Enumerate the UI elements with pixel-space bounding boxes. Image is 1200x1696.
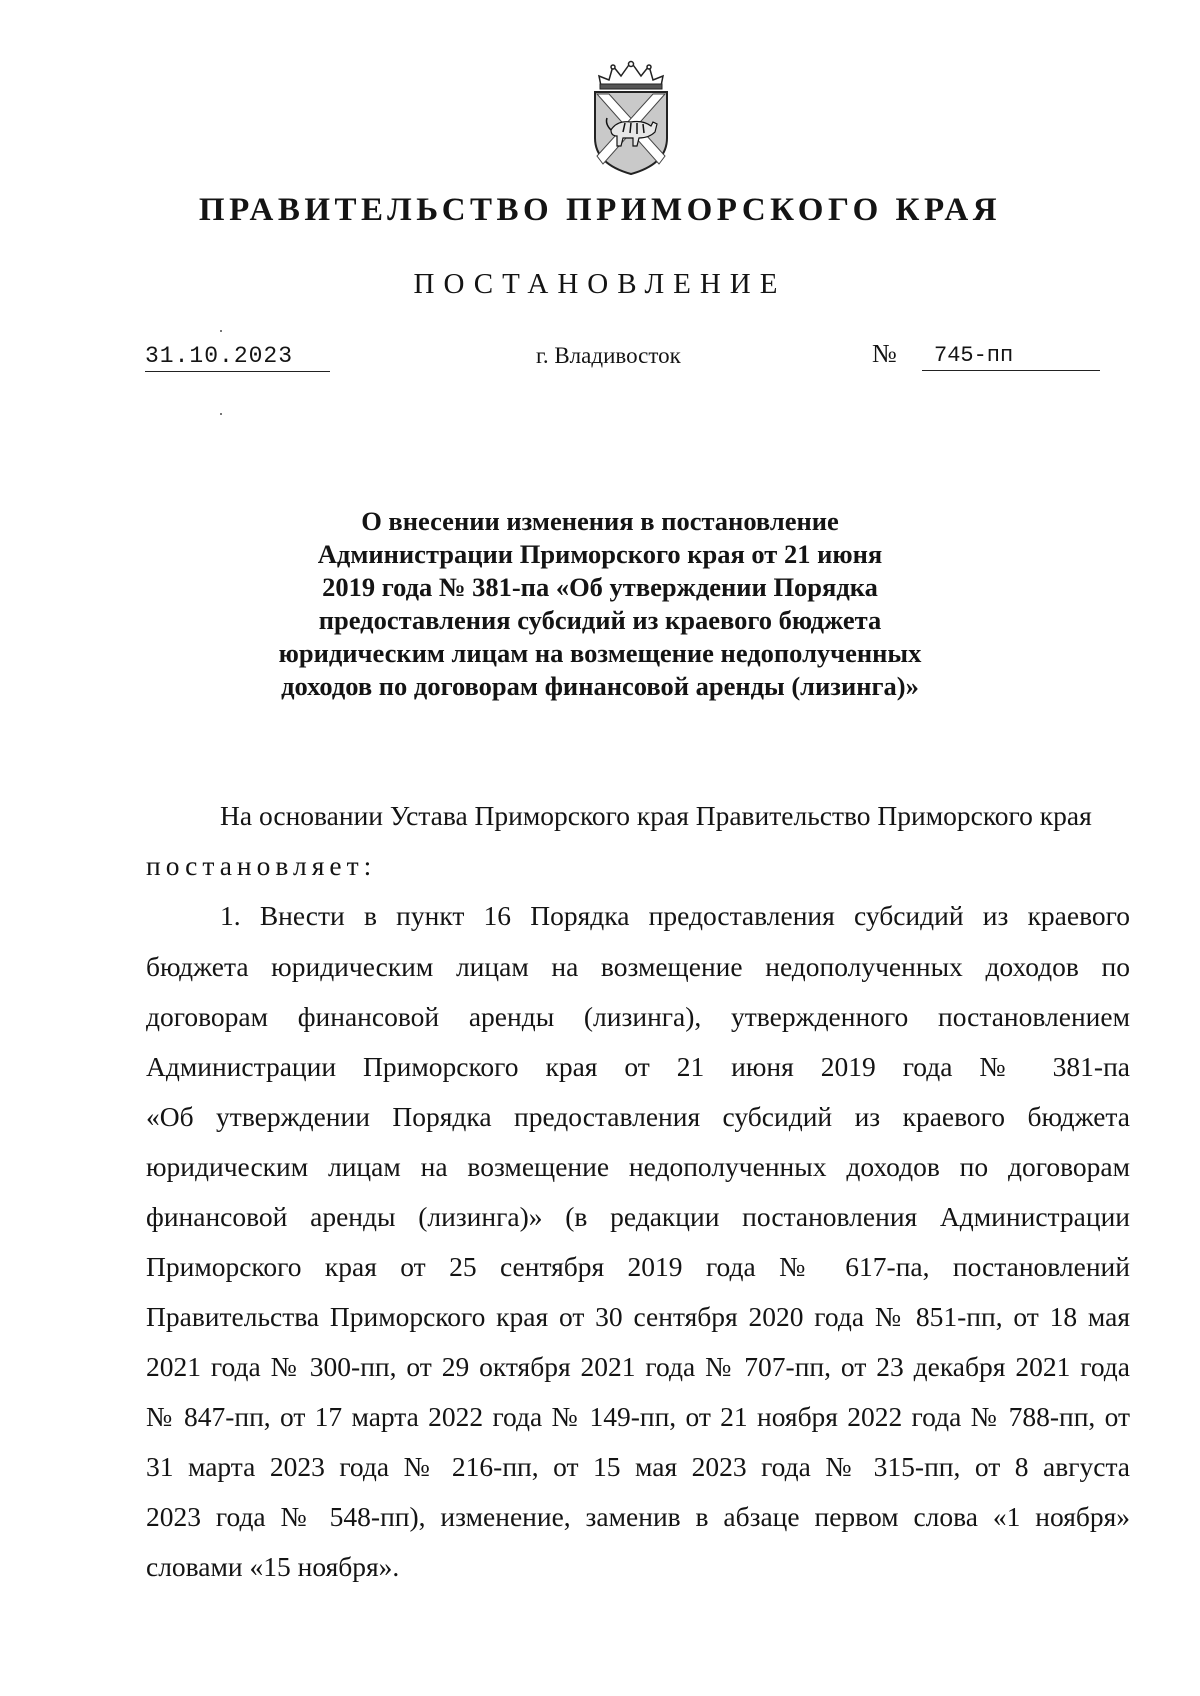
body-line: Правительства Приморского края от 30 сентября 2020 года № 851-пп, от 18 мая	[146, 1301, 1130, 1332]
body-line: 2021 года № 300-пп, от 29 октября 2021 года № 707-пп, от 23 декабря 2021 года	[146, 1351, 1130, 1382]
document-city: г. Владивосток	[536, 343, 681, 368]
body-line: На основании Устава Приморского края Правительство Приморского края	[220, 800, 1092, 831]
document-date: 31.10.2023	[145, 343, 330, 372]
body-line: 31 марта 2023 года № 216-пп, от 15 мая 2023 года № 315-пп, от 8 августа	[146, 1451, 1130, 1482]
subject-line: О внесении изменения в постановление	[361, 506, 839, 536]
document-type: ПОСТАНОВЛЕНИЕ	[413, 268, 787, 300]
body-line: Приморского края от 25 сентября 2019 года № 617-па, постановлений	[146, 1251, 1130, 1282]
number-sign: №	[872, 339, 897, 368]
body-line: финансовой аренды (лизинга)» (в редакции постановления Администрации	[146, 1201, 1130, 1232]
body-line: бюджета юридическим лицам на возмещение недополученных доходов по	[146, 951, 1130, 982]
document-subject	[200, 505, 1000, 703]
body-line: № 847-пп, от 17 марта 2022 года № 149-пп, от 21 ноября 2022 года № 788-пп, от	[146, 1401, 1130, 1432]
government-title: ПРАВИТЕЛЬСТВО ПРИМОРСКОГО КРАЯ	[198, 192, 1002, 228]
body-line: 1. Внести в пункт 16 Порядка предоставления субсидий из краевого	[220, 900, 1130, 931]
body-line: постановляет:	[146, 850, 377, 881]
body-line: «Об утверждении Порядка предоставления субсидий из краевого бюджета	[146, 1101, 1130, 1132]
body-line: Администрации Приморского края от 21 июня 2019 года № 381-па	[146, 1051, 1130, 1082]
body-line: словами «15 ноября».	[146, 1551, 400, 1582]
scan-speck	[220, 413, 222, 415]
subject-line: предоставления субсидий из краевого бюджета	[318, 605, 882, 635]
body-line: 2023 года № 548-пп), изменение, заменив в абзаце первом слова «1 ноября»	[146, 1501, 1130, 1532]
scan-speck	[220, 330, 222, 332]
body-line: договорам финансовой аренды (лизинга), утвержденного постановлением	[146, 1001, 1130, 1032]
body-line: юридическим лицам на возмещение недополученных доходов по договорам	[146, 1151, 1130, 1182]
coat-of-arms-emblem	[583, 60, 679, 176]
subject-line: Администрации Приморского края от 21 июня	[317, 539, 883, 569]
subject-line: 2019 года № 381-па «Об утверждении Порядка	[322, 572, 878, 602]
document-number: 745-пп	[922, 343, 1100, 371]
subject-line: доходов по договорам финансовой аренды (лизинга)»	[281, 671, 919, 701]
subject-line: юридическим лицам на возмещение недополученных	[278, 638, 922, 668]
